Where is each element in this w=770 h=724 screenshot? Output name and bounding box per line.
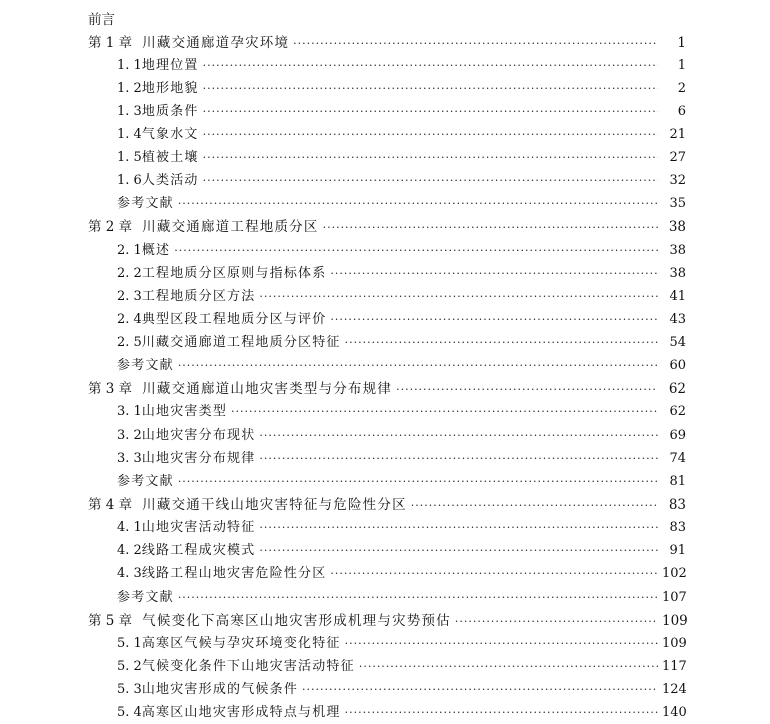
section-number: 4. 2 xyxy=(117,543,142,558)
section-number: 2. 4 xyxy=(117,312,142,327)
leader-dots xyxy=(178,471,658,493)
section-number: 4. 1 xyxy=(117,520,142,535)
toc-section-2-1[interactable] xyxy=(117,240,686,262)
leader-dots xyxy=(203,147,658,169)
toc-section-5-4[interactable] xyxy=(117,702,686,724)
page-number: 62 xyxy=(668,381,686,397)
page-number: 124 xyxy=(662,682,687,697)
page-number: 91 xyxy=(669,543,686,558)
toc-section-3-1[interactable] xyxy=(117,401,686,423)
section-title: 线路工程山地灾害危险性分区 xyxy=(141,566,327,581)
chapter-number: 第 3 章 xyxy=(88,381,133,397)
toc-section-2-4[interactable] xyxy=(117,309,686,331)
toc-section-1-5[interactable] xyxy=(117,147,686,169)
toc-section-5-2[interactable] xyxy=(117,656,686,678)
toc-chapter-2[interactable] xyxy=(88,216,686,238)
page-number: 38 xyxy=(669,243,686,258)
leader-dots xyxy=(203,55,658,77)
toc-chapter-5[interactable] xyxy=(88,610,686,632)
section-number: 1. 4 xyxy=(117,127,142,142)
leader-dots xyxy=(203,124,658,146)
leader-dots xyxy=(396,379,658,401)
leader-dots xyxy=(345,633,658,655)
page-number: 109 xyxy=(662,613,688,629)
leader-dots xyxy=(203,78,658,100)
leader-dots xyxy=(178,587,658,609)
section-number: 1. 3 xyxy=(117,104,142,119)
leader-dots xyxy=(455,611,658,633)
toc-section-4-1[interactable] xyxy=(117,517,686,539)
section-title: 工程地质分区原则与指标体系 xyxy=(141,266,327,281)
toc-references-3[interactable] xyxy=(117,471,686,493)
chapter-number: 第 2 章 xyxy=(88,219,133,235)
section-title: 山地灾害活动特征 xyxy=(141,520,256,535)
section-title: 高寒区山地灾害形成特点与机理 xyxy=(141,705,341,720)
toc-chapter-1[interactable] xyxy=(88,32,686,54)
section-number: 3. 2 xyxy=(117,428,142,443)
section-title: 地质条件 xyxy=(141,104,199,119)
section-title: 高寒区气候与孕灾环境变化特征 xyxy=(141,636,341,651)
section-title: 工程地质分区方法 xyxy=(141,289,256,304)
section-number: 4. 3 xyxy=(117,566,142,581)
page-number: 6 xyxy=(677,104,686,119)
leader-dots xyxy=(323,217,658,239)
toc-section-3-3[interactable] xyxy=(117,448,686,470)
page-number: 102 xyxy=(662,566,687,581)
toc-references-1[interactable] xyxy=(117,193,686,215)
toc-section-5-1[interactable] xyxy=(117,633,686,655)
page-number: 41 xyxy=(669,289,686,304)
section-number: 1. 6 xyxy=(117,173,142,188)
toc-section-2-2[interactable] xyxy=(117,263,686,285)
chapter-title: 川藏交通廊道工程地质分区 xyxy=(142,219,319,235)
section-number: 5. 4 xyxy=(117,705,142,720)
toc-section-5-3[interactable] xyxy=(117,679,686,701)
page-number: 43 xyxy=(669,312,686,327)
section-number: 2. 3 xyxy=(117,289,142,304)
section-number: 3. 3 xyxy=(117,451,142,466)
page-number: 117 xyxy=(662,659,687,674)
section-title: 山地灾害类型 xyxy=(141,404,228,419)
preface-heading: 前言 xyxy=(88,12,115,28)
section-title: 典型区段工程地质分区与评价 xyxy=(141,312,327,327)
chapter-number: 第 5 章 xyxy=(88,613,133,629)
section-title: 概述 xyxy=(141,243,171,258)
leader-dots xyxy=(411,495,658,517)
page-number: 107 xyxy=(662,590,687,605)
page-number: 1 xyxy=(677,35,686,51)
toc-section-1-6[interactable] xyxy=(117,170,686,192)
toc-chapter-3[interactable] xyxy=(88,378,686,400)
toc-section-2-3[interactable] xyxy=(117,286,686,308)
toc-section-2-5[interactable] xyxy=(117,332,686,354)
toc-section-4-3[interactable] xyxy=(117,563,686,585)
page-number: 83 xyxy=(669,520,686,535)
leader-dots xyxy=(330,309,658,331)
page-number: 38 xyxy=(668,219,686,235)
section-title: 山地灾害分布规律 xyxy=(141,451,256,466)
leader-dots xyxy=(302,679,658,701)
page-number: 54 xyxy=(669,335,686,350)
page-number: 38 xyxy=(669,266,686,281)
leader-dots xyxy=(259,448,658,470)
page-number: 69 xyxy=(669,428,686,443)
section-title: 植被土壤 xyxy=(141,150,199,165)
leader-dots xyxy=(203,170,658,192)
section-title: 地理位置 xyxy=(141,58,199,73)
leader-dots xyxy=(259,286,658,308)
section-title: 山地灾害分布现状 xyxy=(141,428,256,443)
leader-dots xyxy=(330,263,658,285)
chapter-title: 气候变化下高寒区山地灾害形成机理与灾势预估 xyxy=(142,613,451,629)
page-number: 32 xyxy=(669,173,686,188)
toc-references-4[interactable] xyxy=(117,587,686,609)
section-number: 1. 1 xyxy=(117,58,142,73)
section-number: 2. 1 xyxy=(117,243,142,258)
page-number: 2 xyxy=(677,81,686,96)
section-title: 地形地貌 xyxy=(141,81,199,96)
toc-section-1-2[interactable] xyxy=(117,78,686,100)
toc-section-1-1[interactable] xyxy=(117,55,686,77)
page-number: 140 xyxy=(662,705,687,720)
toc-references-2[interactable] xyxy=(117,355,686,377)
section-number: 5. 2 xyxy=(117,659,142,674)
page-number: 109 xyxy=(662,636,687,651)
toc-section-3-2[interactable] xyxy=(117,425,686,447)
page-number: 21 xyxy=(669,127,686,142)
section-title: 线路工程成灾模式 xyxy=(141,543,256,558)
leader-dots xyxy=(345,702,658,724)
leader-dots xyxy=(330,563,658,585)
references-title: 参考文献 xyxy=(117,474,174,489)
section-title: 人类活动 xyxy=(141,173,199,188)
chapter-number: 第 1 章 xyxy=(88,35,133,51)
leader-dots xyxy=(259,540,658,562)
page-number: 62 xyxy=(669,404,686,419)
references-title: 参考文献 xyxy=(117,358,174,373)
page-number: 27 xyxy=(669,150,686,165)
chapter-number: 第 4 章 xyxy=(88,497,133,513)
leader-dots xyxy=(359,656,658,678)
page-number: 1 xyxy=(677,58,686,73)
chapter-title: 川藏交通廊道孕灾环境 xyxy=(142,35,290,51)
leader-dots xyxy=(178,355,658,377)
section-number: 1. 2 xyxy=(117,81,142,96)
toc-chapter-4[interactable] xyxy=(88,494,686,516)
toc-section-4-2[interactable] xyxy=(117,540,686,562)
leader-dots xyxy=(178,193,658,215)
leader-dots xyxy=(203,101,658,123)
leader-dots xyxy=(231,401,658,423)
leader-dots xyxy=(293,33,658,55)
leader-dots xyxy=(259,425,658,447)
leader-dots xyxy=(259,517,658,539)
section-number: 5. 3 xyxy=(117,682,142,697)
page-number: 35 xyxy=(669,196,686,211)
page-number: 60 xyxy=(669,358,686,373)
toc-section-1-4[interactable] xyxy=(117,124,686,146)
leader-dots xyxy=(345,332,658,354)
section-title: 气候变化条件下山地灾害活动特征 xyxy=(141,659,355,674)
section-title: 山地灾害形成的气候条件 xyxy=(141,682,299,697)
page-number: 83 xyxy=(668,497,686,513)
section-title: 气象水文 xyxy=(141,127,199,142)
leader-dots xyxy=(174,240,658,262)
toc-section-1-3[interactable] xyxy=(117,101,686,123)
section-title: 川藏交通廊道工程地质分区特征 xyxy=(141,335,341,350)
section-number: 3. 1 xyxy=(117,404,142,419)
chapter-title: 川藏交通廊道山地灾害类型与分布规律 xyxy=(142,381,393,397)
section-number: 1. 5 xyxy=(117,150,142,165)
references-title: 参考文献 xyxy=(117,590,174,605)
section-number: 5. 1 xyxy=(117,636,142,651)
section-number: 2. 2 xyxy=(117,266,142,281)
references-title: 参考文献 xyxy=(117,196,174,211)
chapter-title: 川藏交通干线山地灾害特征与危险性分区 xyxy=(142,497,407,513)
section-number: 2. 5 xyxy=(117,335,142,350)
page-number: 81 xyxy=(669,474,686,489)
page-number: 74 xyxy=(669,451,686,466)
